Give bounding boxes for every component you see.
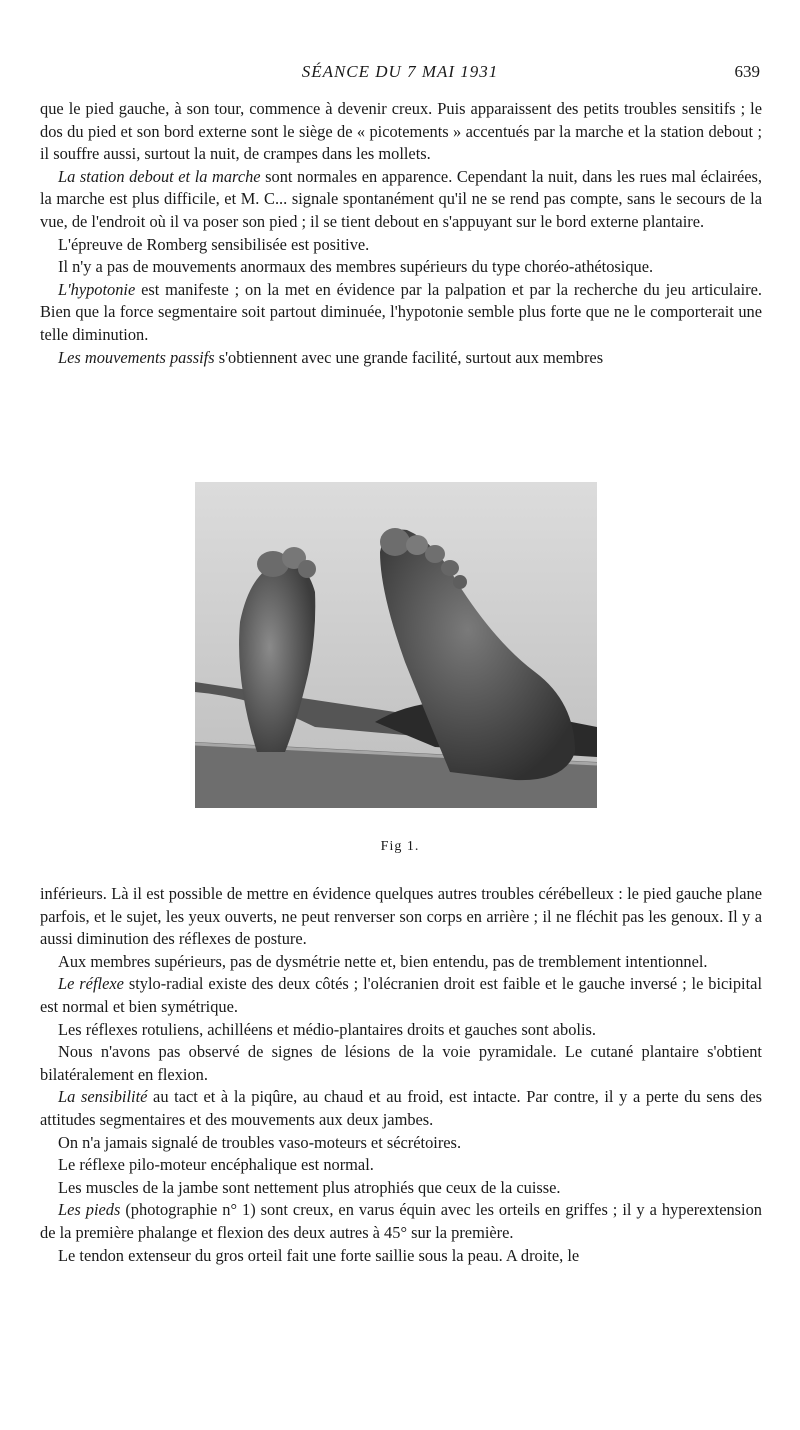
- body-text-top: [40, 98, 762, 369]
- photograph-image: [195, 482, 597, 808]
- page-number: 639: [734, 62, 760, 81]
- running-title: SÉANCE DU 7 MAI 1931: [301, 62, 499, 81]
- paragraph: Aux membres supérieurs, pas de dysmétrie nette et, bien entendu, pas de tremblement intentionnel.: [58, 951, 708, 971]
- paragraph: inférieurs. Là il est possible de mettre en évidence quelques autres troubles cérébelleux : le pied gauche plane parfois, et le sujet, les yeux ouverts, ne peut renverser son corps en arrière ; il ne fléchit pas les genoux. Il y a aussi diminution des réflexes de posture.: [40, 884, 762, 949]
- feet-photograph: [195, 482, 597, 808]
- paragraph: La sensibilité au tact et à la piqûre, au chaud et au froid, est intacte. Par contre, il y a perte du sens des attitudes segmentaires et des mouvements aux deux jambes.: [40, 1087, 762, 1129]
- paragraph: Les réflexes rotuliens, achilléens et médio-plantaires droits et gauches sont abolis.: [58, 1019, 596, 1039]
- paragraph: que le pied gauche, à son tour, commence à devenir creux. Puis apparaissent des petits troubles sensitifs ; le dos du pied et son bord externe sont le siège de « picotements » accentués par la marche et la station debout ; il souffre aussi, surtout la nuit, de crampes dans les mollets.: [40, 99, 762, 164]
- paragraph: L'hypotonie est manifeste ; on la met en évidence par la palpation et par la recherche du jeu articulaire. Bien que la force segmentaire soit partout diminuée, l'hypotonie semble plus forte que ne le comporterait une telle diminution.: [40, 279, 762, 344]
- italic-lead: Les pieds: [58, 1200, 121, 1220]
- paragraph: Nous n'avons pas observé de signes de lésions de la voie pyramidale. Le cutané plantaire s'obtient bilatéralement en flexion.: [40, 1042, 762, 1084]
- paragraph: Les mouvements passifs s'obtiennent avec une grande facilité, surtout aux membres: [58, 347, 604, 367]
- paragraph: Il n'y a pas de mouvements anormaux des membres supérieurs du type choréo-athétosique.: [58, 257, 654, 277]
- paragraph: L'épreuve de Romberg sensibilisée est positive.: [58, 234, 370, 254]
- paragraph: Le tendon extenseur du gros orteil fait une forte saillie sous la peau. A droite, le: [58, 1245, 580, 1265]
- paragraph: La station debout et la marche sont normales en apparence. Cependant la nuit, dans les rues mal éclairées, la marche est plus difficile, et M. C... signale spontanément qu'il ne se rend pas compte, sans le secours de la vue, de l'endroit où il va poser son pied ; il se tient debout en s'appuyant sur le bord externe plantaire.: [40, 166, 762, 231]
- italic-lead: La station debout et la marche: [58, 166, 261, 186]
- paragraph: Le réflexe stylo-radial existe des deux côtés ; l'olécranien droit est faible et le gauche inversé ; le bicipital est normal et bien symétrique.: [40, 974, 762, 1016]
- body-text-bottom: [40, 883, 762, 1267]
- italic-lead: Les mouvements passifs: [58, 347, 215, 367]
- paragraph: Les pieds (photographie n° 1) sont creux, en varus équin avec les orteils en griffes ; il y a hyperextension de la première phalange et flexion des deux autres à 45° sur la première.: [40, 1200, 762, 1242]
- paragraph: On n'a jamais signalé de troubles vaso-moteurs et sécrétoires.: [58, 1132, 462, 1152]
- figure-caption: Fig 1.: [380, 839, 420, 854]
- italic-lead: Le réflexe: [58, 974, 124, 994]
- italic-lead: L'hypotonie: [58, 279, 136, 299]
- paragraph: Le réflexe pilo-moteur encéphalique est normal.: [58, 1155, 374, 1175]
- italic-lead: La sensibilité: [58, 1087, 148, 1107]
- paragraph: Les muscles de la jambe sont nettement plus atrophiés que ceux de la cuisse.: [58, 1177, 561, 1197]
- page-header: [40, 62, 760, 88]
